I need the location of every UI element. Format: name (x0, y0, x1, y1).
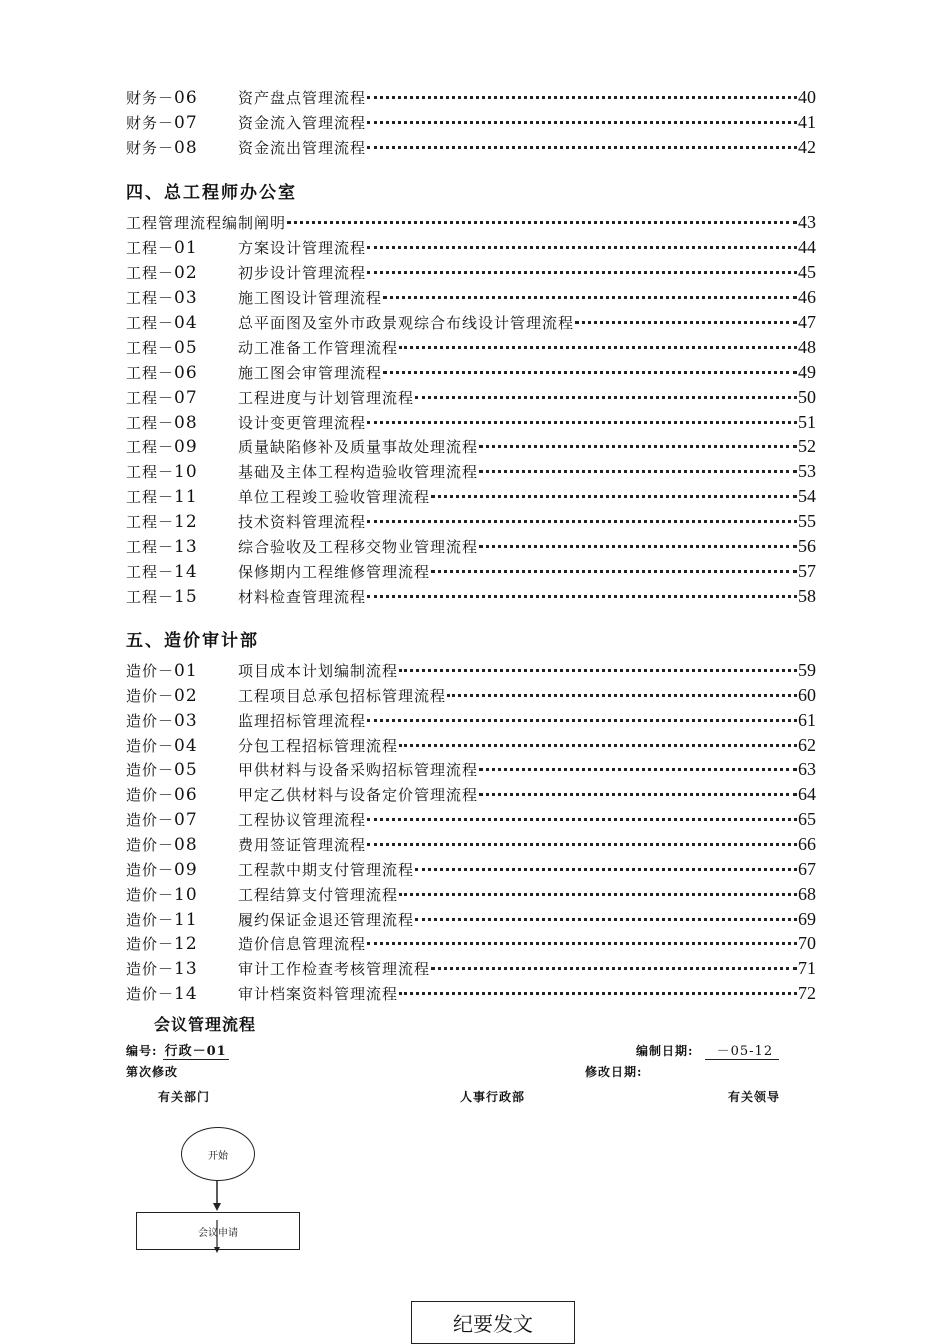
flow-meeting-request-node: 会议申请 (136, 1212, 300, 1250)
toc-entry-prefix: 造价－ (126, 835, 175, 854)
toc-entry-page: 49 (798, 361, 816, 382)
toc-entry-page: 57 (798, 561, 816, 582)
toc-entry-page: 41 (798, 112, 816, 132)
toc-entry-title: 费用签证管理流程 (238, 835, 367, 854)
toc-entry-title: 资产盘点管理流程 (238, 89, 367, 107)
toc-entry-title: 甲定乙供材料与设备定价管理流程 (238, 786, 479, 805)
toc-entry-number: 14 (174, 562, 198, 583)
toc-entry-number: 11 (174, 487, 198, 508)
toc-entry-title: 总平面图及室外市政景观综合布线设计管理流程 (238, 313, 575, 332)
toc-entry-page: 68 (798, 883, 816, 904)
toc-entry-title: 方案设计管理流程 (238, 239, 367, 257)
toc-entry-prefix: 工程－ (126, 288, 175, 307)
toc-entry-prefix: 造价－ (126, 860, 175, 879)
toc-entry-page: 56 (798, 536, 816, 557)
toc-entry-title: 初步设计管理流程 (238, 263, 367, 282)
toc-entry-number: 01 (174, 661, 198, 681)
toc-entry-number: 06 (174, 362, 198, 383)
toc-entry-prefix: 工程－ (126, 413, 175, 432)
toc-entry-title: 分包工程招标管理流程 (238, 736, 399, 755)
form-revision-date-label: 修改日期: (585, 1065, 643, 1079)
toc-entry-number: 06 (174, 88, 198, 108)
toc-entry-prefix: 工程－ (126, 588, 175, 607)
toc-entry-title: 工程项目总承包招标管理流程 (238, 686, 447, 705)
toc-entry-page: 52 (798, 436, 816, 457)
toc-entry-prefix: 财务－ (126, 89, 175, 107)
toc-entry-number: 04 (174, 312, 198, 333)
toc-entry-page: 61 (798, 709, 816, 730)
column-header-related-leaders: 有关领导 (728, 1090, 781, 1104)
toc-entry-page: 69 (798, 908, 816, 929)
toc-entry-number: 02 (174, 685, 198, 706)
toc-entry-prefix: 造价－ (126, 736, 175, 755)
toc-entry-prefix: 造价－ (126, 811, 175, 830)
toc-entry-page: 48 (798, 336, 816, 357)
toc-entry-page: 62 (798, 734, 816, 755)
toc-entry-title: 保修期内工程维修管理流程 (238, 563, 431, 582)
form-title: 会议管理流程 (154, 1015, 257, 1034)
toc-entry-number: 13 (174, 537, 198, 558)
toc-entry-title: 项目成本计划编制流程 (238, 662, 399, 680)
form-date-label: 编制日期: (636, 1044, 694, 1058)
toc-entry-number: 12 (174, 512, 198, 533)
toc-entry-title: 基础及主体工程构造验收管理流程 (238, 463, 479, 482)
form-revision-label: 第次修改 (126, 1065, 179, 1079)
toc-entry-number: 15 (174, 587, 198, 608)
toc-entry-page: 51 (798, 411, 816, 432)
column-header-related-departments: 有关部门 (158, 1090, 211, 1104)
toc-entry-title: 单位工程竣工验收管理流程 (238, 488, 431, 507)
toc-entry-number: 03 (174, 287, 198, 308)
form-date-value: －05-12 (705, 1044, 779, 1060)
toc-entry-number: 07 (174, 387, 198, 408)
toc-entry-number: 04 (174, 735, 198, 756)
toc-entry-page: 58 (798, 586, 816, 607)
toc-entry-title: 材料检查管理流程 (238, 588, 367, 607)
toc-entry-number: 08 (174, 412, 198, 433)
toc-entry-prefix: 财务－ (126, 139, 175, 157)
toc-entry-number: 06 (174, 785, 198, 806)
flow-minutes-release-node: 纪要发文 (411, 1301, 575, 1344)
toc-entry-page: 40 (798, 87, 816, 107)
toc-entry-page: 43 (798, 212, 816, 232)
toc-entry-title: 技术资料管理流程 (238, 513, 367, 532)
toc-entry-page: 55 (798, 511, 816, 532)
toc-entry-prefix: 工程－ (126, 488, 175, 507)
toc-entry-page: 45 (798, 261, 816, 282)
toc-entry-page: 65 (798, 809, 816, 830)
toc-entry-prefix: 工程－ (126, 388, 175, 407)
toc-entry-number: 08 (174, 834, 198, 855)
toc-entry-title: 履约保证金退还管理流程 (238, 910, 415, 929)
toc-entry-prefix: 造价－ (126, 786, 175, 805)
toc-entry-number: 09 (174, 859, 198, 880)
column-header-hr-admin: 人事行政部 (460, 1090, 526, 1104)
toc-entry-prefix: 造价－ (126, 686, 175, 705)
toc-entry-title: 审计工作检查考核管理流程 (238, 960, 431, 979)
toc-entry-number: 07 (174, 113, 198, 133)
toc-entry-prefix: 工程－ (126, 463, 175, 482)
toc-entry-page: 54 (798, 486, 816, 507)
toc-entry-prefix: 工程－ (126, 313, 175, 332)
toc-entry-page: 60 (798, 684, 816, 705)
toc-entry-prefix: 工程－ (126, 239, 175, 257)
toc-entry-prefix: 造价－ (126, 662, 175, 680)
toc-entry-number: 12 (174, 934, 198, 955)
toc-entry-page: 71 (798, 958, 816, 979)
toc-entry-prefix: 造价－ (126, 960, 175, 979)
toc-entry-title: 监理招标管理流程 (238, 711, 367, 730)
toc-entry-title: 工程进度与计划管理流程 (238, 388, 415, 407)
toc-entry-page: 72 (798, 983, 816, 1004)
toc-entry-prefix: 造价－ (126, 935, 175, 954)
toc-entry-page: 50 (798, 386, 816, 407)
toc-entry-prefix: 造价－ (126, 985, 175, 1004)
form-code-value: 行政－01 (164, 1044, 227, 1059)
toc-entry-number: 05 (174, 760, 198, 781)
toc-entry-prefix: 财务－ (126, 114, 175, 132)
toc-entry-number: 10 (174, 462, 198, 483)
toc-entry-prefix: 造价－ (126, 910, 175, 929)
toc-entry-number: 14 (174, 984, 198, 1005)
toc-entry-title: 造价信息管理流程 (238, 935, 367, 954)
toc-entry-page: 47 (798, 311, 816, 332)
toc-entry-page: 66 (798, 833, 816, 854)
toc-entry-title: 工程结算支付管理流程 (238, 885, 399, 904)
toc-entry-prefix: 造价－ (126, 885, 175, 904)
toc-entry-page: 63 (798, 759, 816, 780)
toc-entry-prefix: 工程－ (126, 513, 175, 532)
toc-entry-title: 工程款中期支付管理流程 (238, 860, 415, 879)
toc-entry-title: 工程协议管理流程 (238, 811, 367, 830)
toc-entry-title: 施工图设计管理流程 (238, 288, 383, 307)
toc-entry-prefix: 工程－ (126, 338, 175, 357)
toc-entry-page: 59 (798, 660, 816, 680)
toc-entry-number: 01 (174, 238, 198, 258)
toc-entry-title: 设计变更管理流程 (238, 413, 367, 432)
toc-entry-title: 施工图会审管理流程 (238, 363, 383, 382)
toc-entry-prefix: 工程－ (126, 538, 175, 557)
toc-entry-number: 13 (174, 959, 198, 980)
toc-entry-page: 46 (798, 286, 816, 307)
toc-entry-prefix: 工程－ (126, 363, 175, 382)
section-4-title: 四、总工程师办公室 (126, 183, 297, 203)
toc-entry-number: 09 (174, 437, 198, 458)
toc-entry-title: 动工准备工作管理流程 (238, 338, 399, 357)
toc-entry-title: 质量缺陷修补及质量事故处理流程 (238, 438, 479, 457)
toc-entry-number: 02 (174, 262, 198, 283)
toc-entry-page: 44 (798, 237, 816, 257)
toc-entry-prefix: 工程－ (126, 263, 175, 282)
toc-entry-title: 审计档案资料管理流程 (238, 985, 399, 1004)
toc-entry-page: 42 (798, 137, 816, 157)
toc-entry-number: 10 (174, 884, 198, 905)
toc-entry-title: 资金流入管理流程 (238, 114, 367, 132)
toc-entry-number: 08 (174, 138, 198, 158)
toc-entry-number: 11 (174, 909, 198, 930)
toc-entry-prefix: 工程－ (126, 438, 175, 457)
toc-entry-number: 07 (174, 810, 198, 831)
toc-entry-page: 53 (798, 461, 816, 482)
flow-start-node: 开始 (181, 1127, 255, 1181)
toc-entry-title: 工程管理流程编制阐明 (126, 214, 287, 232)
toc-entry-title: 资金流出管理流程 (238, 139, 367, 157)
form-code-label: 编号: (126, 1044, 158, 1058)
toc-entry-number: 03 (174, 710, 198, 731)
toc-entry-title: 甲供材料与设备采购招标管理流程 (238, 761, 479, 780)
toc-entry-prefix: 工程－ (126, 563, 175, 582)
toc-entry-title: 综合验收及工程移交物业管理流程 (238, 538, 479, 557)
toc-entry-page: 64 (798, 784, 816, 805)
section-5-title: 五、造价审计部 (126, 631, 259, 651)
toc-entry-prefix: 造价－ (126, 761, 175, 780)
flow-arrowhead (213, 1203, 221, 1211)
toc-entry-prefix: 造价－ (126, 711, 175, 730)
toc-entry-number: 05 (174, 337, 198, 358)
toc-entry-page: 70 (798, 933, 816, 954)
toc-entry-page: 67 (798, 858, 816, 879)
